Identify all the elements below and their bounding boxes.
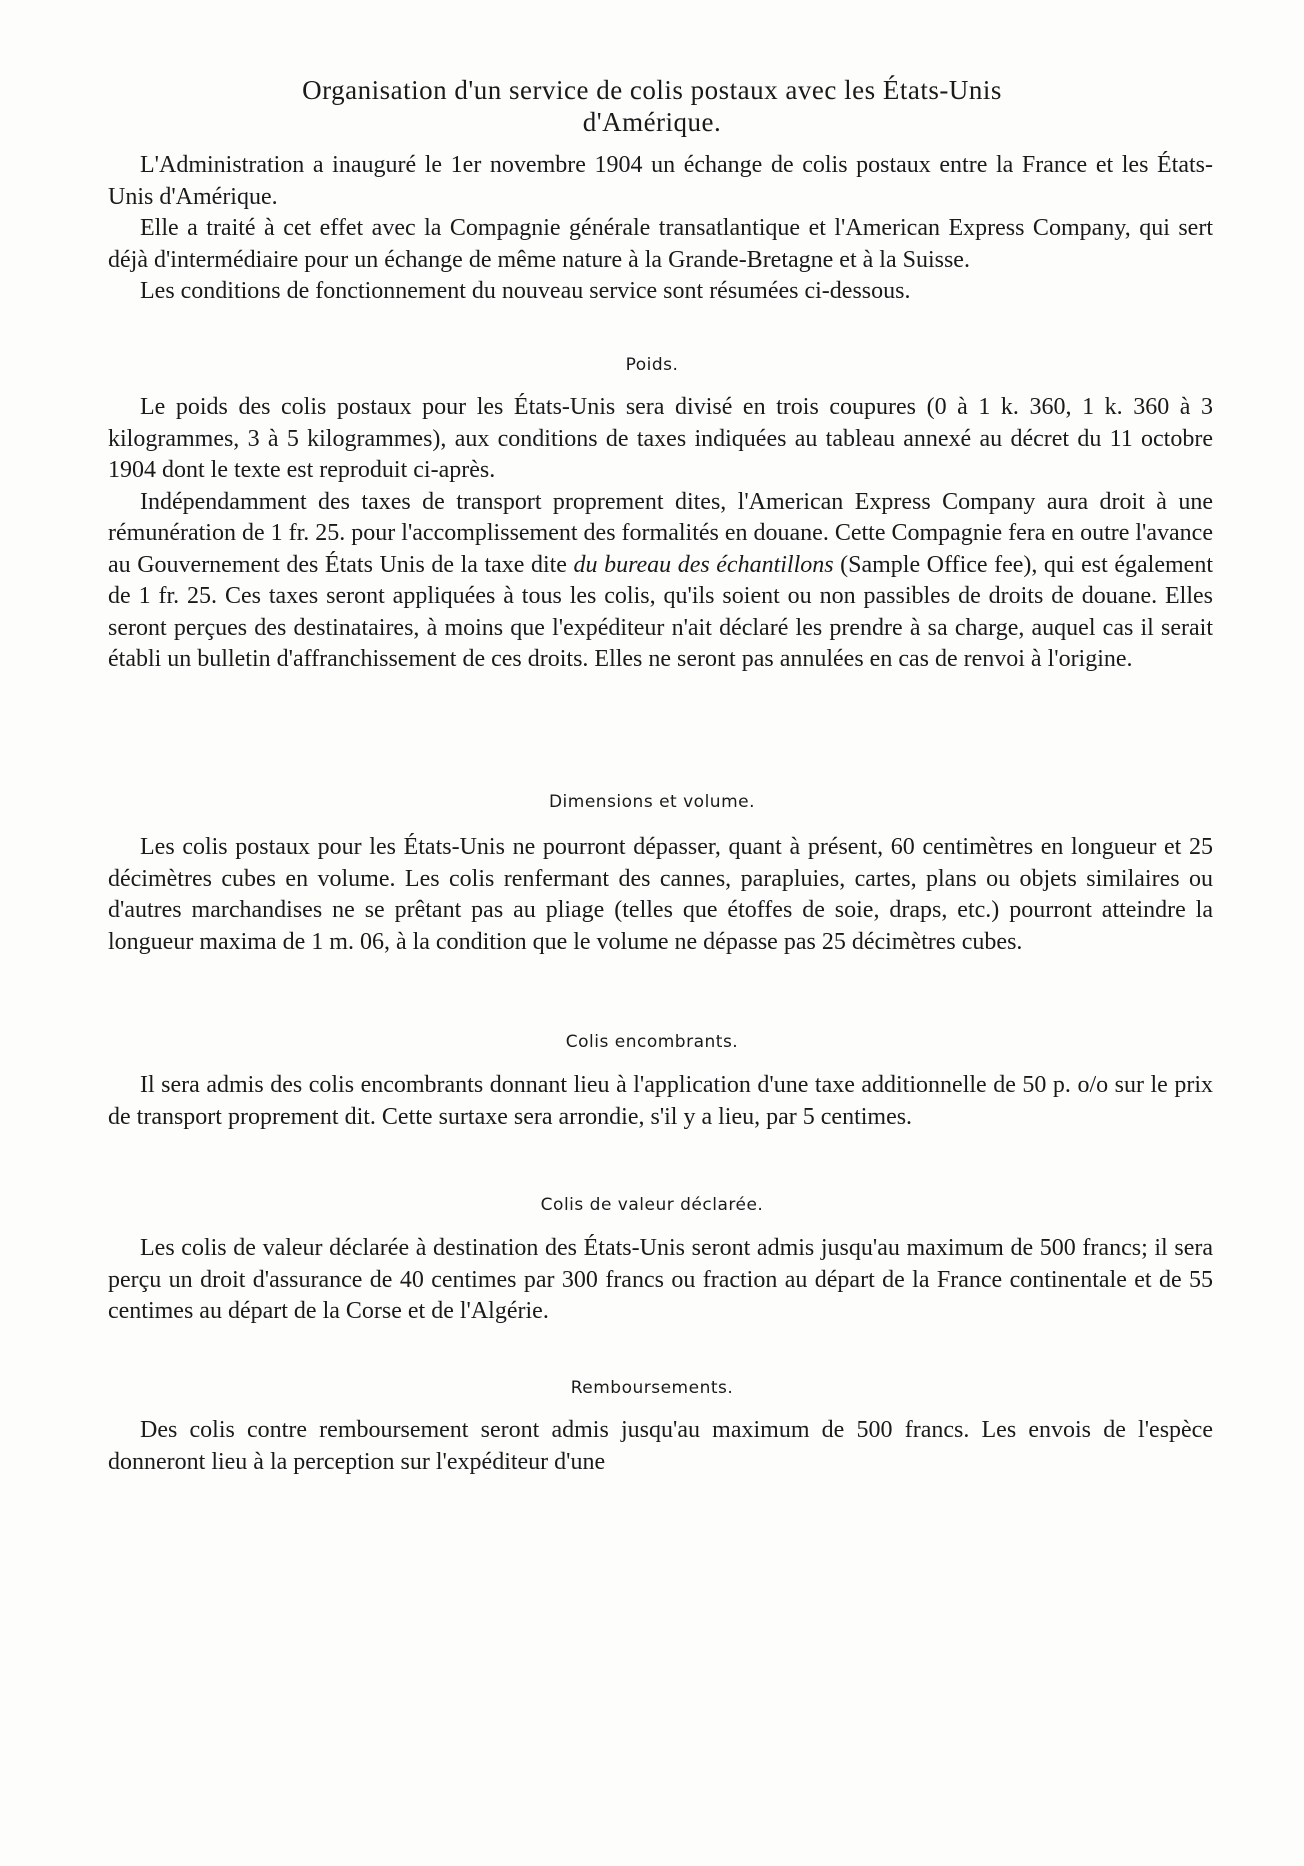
- poids-block: [108, 392, 1213, 676]
- document-title: [150, 74, 1154, 138]
- intro-paragraph-2: Elle a traité à cet effet avec la Compagnie générale transatlantique et l'American Express Company, qui sert déjà d'intermédiaire pour un échange de même nature à la Grande-Bretagne et à la Suisse.: [108, 215, 1213, 273]
- intro-block: [108, 150, 1213, 308]
- section-heading-remboursements: Remboursements.: [570, 1378, 734, 1398]
- encombrants-paragraph-1: Il sera admis des colis encombrants donnant lieu à l'application d'une taxe additionnelle de 50 p. o/o sur le prix de transport proprement dit. Cette surtaxe sera arrondie, s'il y a lieu, par 5 centimes.: [108, 1072, 1213, 1130]
- section-heading-poids: Poids.: [625, 355, 679, 375]
- dimensions-paragraph-1: Les colis postaux pour les États-Unis ne pourront dépasser, quant à présent, 60 centimètres en longueur et 25 décimètres cubes en volume. Les colis renfermant des cannes, parapluies, cartes, plans ou objets similaires ou d'autres marchandises ne se prêtant pas au pliage (telles que étoffes de soie, draps, etc.) pourront atteindre la longueur maxima de 1 m. 06, à la condition que le volume ne dépasse pas 25 décimètres cubes.: [108, 834, 1213, 955]
- intro-paragraph-1: L'Administration a inauguré le 1er novembre 1904 un échange de colis postaux entre la France et les États-Unis d'Amérique.: [108, 152, 1213, 210]
- section-heading-valeur: Colis de valeur déclarée.: [540, 1195, 764, 1215]
- poids-paragraph-2-italic: du bureau des échantillons: [573, 551, 834, 578]
- valeur-block: [108, 1233, 1213, 1328]
- title-line-1: Organisation d'un service de colis postaux avec les États-Unis: [302, 75, 1002, 105]
- section-heading-dimensions: Dimensions et volume.: [548, 792, 756, 812]
- intro-paragraph-3: Les conditions de fonctionnement du nouveau service sont résumées ci-dessous.: [140, 278, 911, 304]
- title-line-2: d'Amérique.: [582, 107, 722, 137]
- poids-paragraph-2-part-a: Indépendamment des taxes de transport proprement dites, l'American Express Company aura droit à une rémunération de 1 fr. 25. pour l'accomplissement des formalités en douane. Cette Compagnie fera en outre l'avance au Gouvernement des États Unis de la taxe dite: [108, 488, 1213, 578]
- valeur-paragraph-1: Les colis de valeur déclarée à destination des États-Unis seront admis jusqu'au maximum de 500 francs; il sera perçu un droit d'assurance de 40 centimes par 300 francs ou fraction au départ de la France continentale et de 55 centimes au départ de la Corse et de l'Algérie.: [108, 1235, 1213, 1324]
- poids-paragraph-2: [108, 487, 1213, 676]
- encombrants-block: [108, 1070, 1213, 1133]
- remboursements-block: [108, 1415, 1213, 1478]
- poids-paragraph-2-part-b: (Sample Office fee), qui est également de 1 fr. 25. Ces taxes seront appliquées à tous les colis, qu'ils soient ou non passibles de droits de douane. Elles seront perçues des destinataires, à moins que l'expéditeur n'ait déclaré les prendre à sa charge, auquel cas il serait établi un bulletin d'affranchissement de ces droits. Elles ne seront pas annulées en cas de renvoi à l'origine.: [108, 551, 1213, 672]
- section-heading-encombrants: Colis encombrants.: [565, 1032, 739, 1052]
- remboursements-paragraph-1: Des colis contre remboursement seront admis jusqu'au maximum de 500 francs. Les envois de l'espèce donneront lieu à la perception sur l'expéditeur d'une: [108, 1417, 1213, 1475]
- poids-paragraph-1: Le poids des colis postaux pour les États-Unis sera divisé en trois coupures (0 à 1 k. 360, 1 k. 360 à 3 kilogrammes, 3 à 5 kilogrammes), aux conditions de taxes indiquées au tableau annexé au décret du 11 octobre 1904 dont le texte est reproduit ci-après.: [108, 394, 1213, 483]
- dimensions-block: [108, 832, 1213, 958]
